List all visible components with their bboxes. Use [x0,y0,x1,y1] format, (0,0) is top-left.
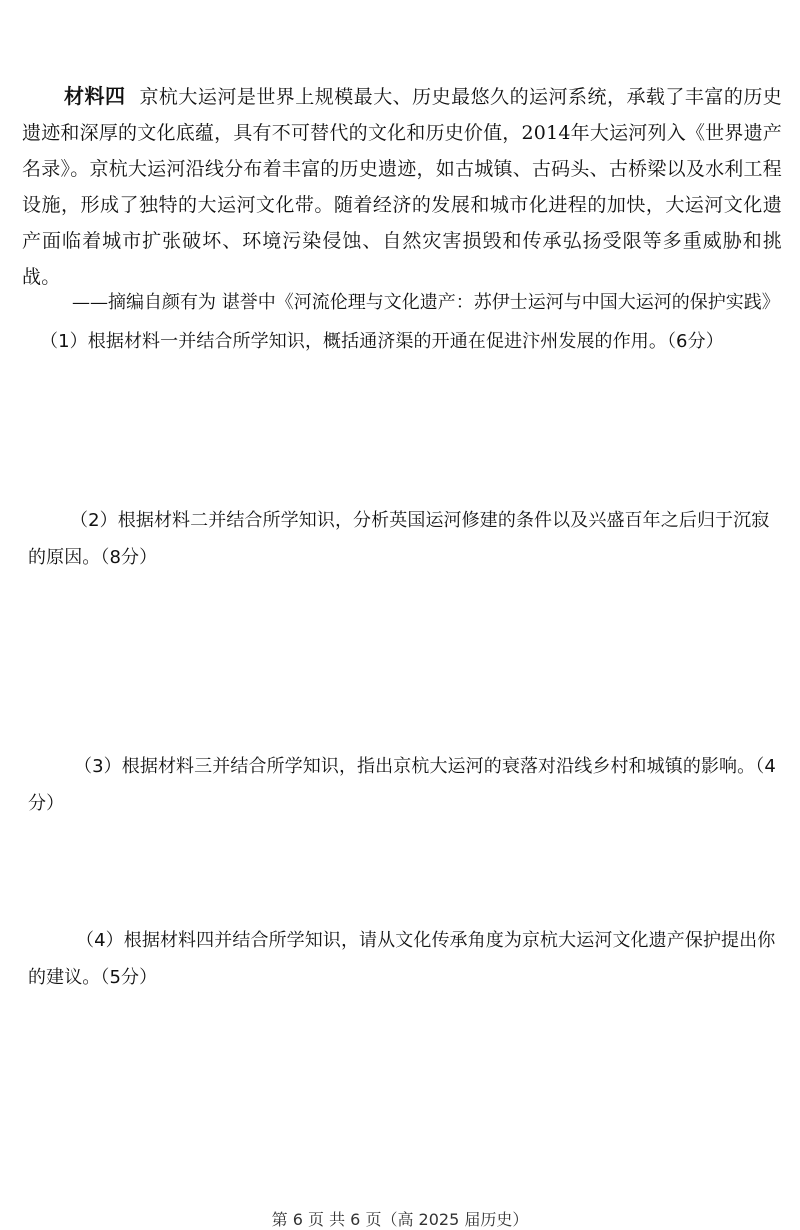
question-4: （4）根据材料四并结合所学知识，请从文化传承角度为京杭大运河文化遗产保护提出你的建议。（5分） [28,930,776,988]
material-four-label: 材料四 [64,84,126,108]
material-four-paragraph [22,78,782,295]
question-1: （1）根据材料一并结合所学知识，概括通济渠的开通在促进汴州发展的作用。（6分） [40,331,724,352]
material-four-text: 京杭大运河是世界上规模最大、历史最悠久的运河系统，承载了丰富的历史遗迹和深厚的文化底蕴，具有不可替代的文化和历史价值，2014年大运河列入《世界遗产名录》。京杭大运河沿线分布着丰富的历史遗迹，如古城镇、古码头、古桥梁以及水利工程设施，形成了独特的大运河文化带。随着经济的发展和城市化进程的加快，大运河文化遗产面临着城市扩张破坏、环境污染侵蚀、自然灾害损毁和传承弘扬受限等多重威胁和挑战。 [22,86,782,288]
page-footer: 第 6 页 共 6 页（高 2025 届历史） [271,1210,529,1229]
question-3: （3）根据材料三并结合所学知识，指出京杭大运河的衰落对沿线乡村和城镇的影响。（4分） [28,756,776,814]
material-source-citation: ——摘编自颜有为 谌誉中《河流伦理与文化遗产：苏伊士运河与中国大运河的保护实践》 [72,292,780,313]
question-2: （2）根据材料二并结合所学知识，分析英国运河修建的条件以及兴盛百年之后归于沉寂的原因。（8分） [28,510,770,568]
